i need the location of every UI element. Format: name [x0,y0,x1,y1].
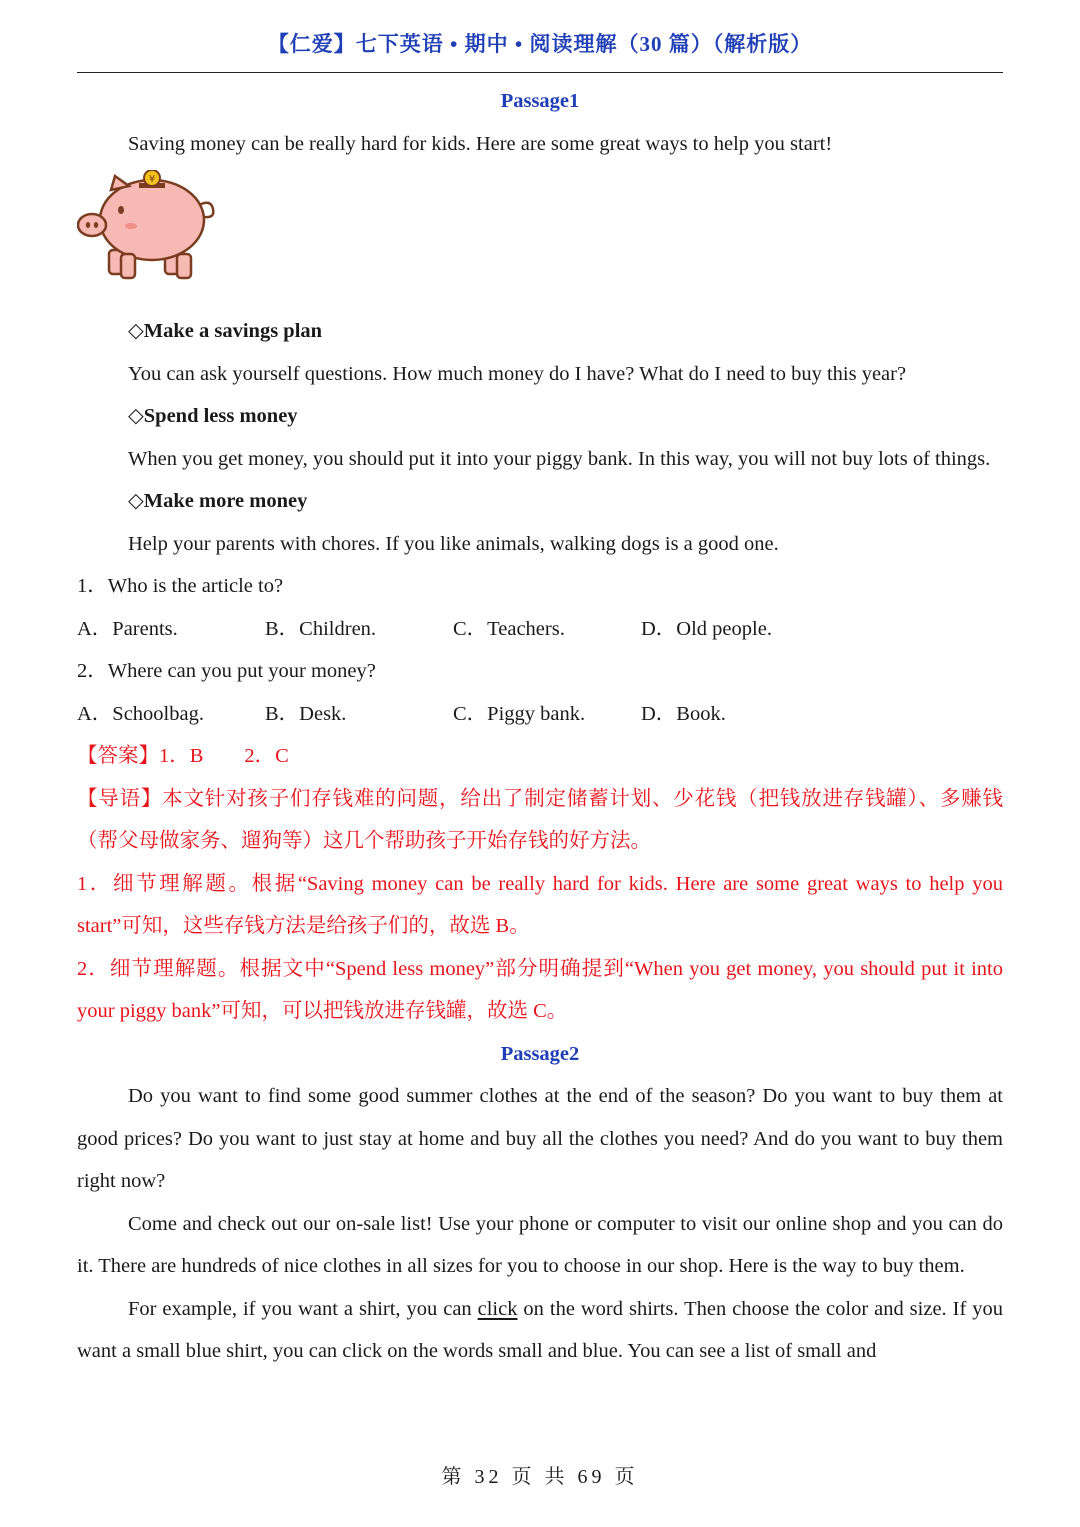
passage1-title: Passage1 [500,90,580,112]
explanation-2: 2．细节理解题。根据文中“Spend less money”部分明确提到“When you get money, you should put it into your piggy bank”可知，可以把钱放进存钱罐，故选 C。 [77,957,1003,1022]
option-b: B．Children. [265,617,377,640]
question-1: 1．Who is the article to? [77,575,284,597]
svg-text:¥: ¥ [148,174,156,185]
answer-line: 【答案】1．B 2．C [77,745,289,767]
tip1-text: You can ask yourself questions. How much money do I have? What do I need to buy this year? [128,362,907,385]
option-d: D．Old people. [641,617,772,640]
option-c: C．Piggy bank. [453,702,586,725]
option-b: B．Desk. [265,702,347,725]
piggy-bank-illustration [77,165,1003,310]
tip2-heading: ◇Spend less money [128,405,298,427]
tip1-heading: ◇Make a savings plan [128,320,323,342]
header-divider [77,72,1003,73]
page-number: 第 32 页 共 69 页 [441,1466,639,1488]
document-header: 【仁爱】七下英语 • 期中 • 阅读理解（30 篇）（解析版） [267,32,813,56]
piggy-bank-icon [77,170,227,285]
option-a: A．Parents. [77,617,178,640]
page-content [77,80,1003,1373]
tip2-text: When you get money, you should put it into your piggy bank. In this way, you will not buy lots of things. [128,447,991,470]
passage1-intro: Saving money can be really hard for kids. Here are some great ways to help you start! [128,132,833,155]
tip3-text: Help your parents with chores. If you like animals, walking dogs is a good one. [128,532,779,555]
guide-paragraph: 【导语】本文针对孩子们存钱难的问题，给出了制定储蓄计划、少花钱（把钱放进存钱罐）、多赚钱（帮父母做家务、遛狗等）这几个帮助孩子开始存钱的好方法。 [77,787,1003,852]
passage2-title: Passage2 [500,1042,580,1065]
option-c: C．Teachers. [453,617,565,640]
tip3-heading: ◇Make more money [128,490,308,512]
explanation-1: 1．细节理解题。根据“Saving money can be really hard for kids. Here are some great ways to help you start”可知，这些存钱方法是给孩子们的，故选 B。 [77,872,1003,937]
passage2-paragraph-2: Come and check out our on-sale list! Use your phone or computer to visit our online shop and you can do it. There are hundreds of nice clothes in all sizes for you to choose in our shop. Here is the way to buy them. [77,1212,1003,1277]
option-d: D．Book. [641,702,726,725]
para3-text-before: For example, if you want a shirt, you can [128,1297,478,1320]
option-a: A．Schoolbag. [77,702,204,725]
question-2-options [77,693,1003,736]
question-2: 2．Where can you put your money? [77,660,376,682]
passage2-paragraph-3 [77,1288,1003,1373]
passage2-paragraph-1: Do you want to find some good summer clothes at the end of the season? Do you want to buy them at good prices? Do you want to just stay at home and buy all the clothes you need? And do you want to buy them right now? [77,1085,1003,1192]
question-1-options [77,608,1003,651]
para3-text-after: on the word shirts. Then choose the color and size. If you want a small blue shirt, you can click on the words small and blue. You can see a list of small and [77,1297,1003,1362]
click-word: click [477,1297,518,1320]
